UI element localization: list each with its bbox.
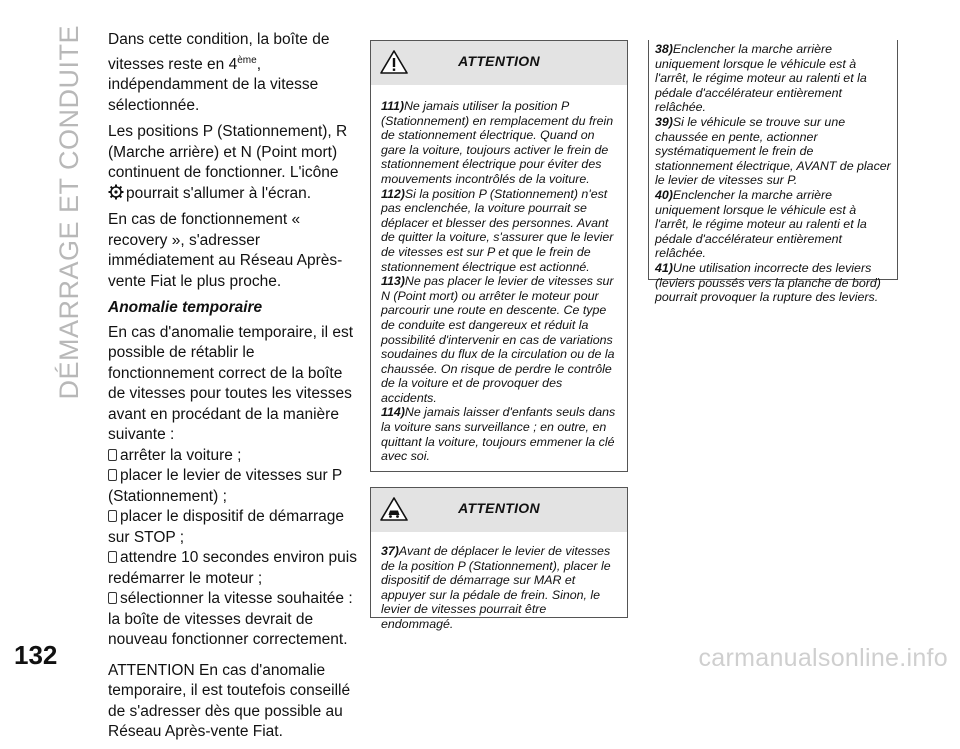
list-item-text: placer le levier de vitesses sur P (Stationnement) ;	[108, 467, 342, 505]
note-number: 114)	[381, 405, 405, 420]
p1-tail: , indépendamment de la vitesse sélectionnée.	[108, 55, 319, 114]
bullet-icon	[108, 551, 117, 563]
list-item	[108, 466, 358, 507]
note-114	[381, 405, 619, 463]
note-37	[381, 544, 619, 632]
list-item	[108, 507, 358, 548]
note-39	[655, 115, 891, 188]
warning-header	[371, 488, 627, 532]
note-text: Enclencher la marche arrière uniquement lorsque le véhicule est à l'arrêt, le régime moteur au ralenti et la pédale d'accélérateur entièrement relâchée.	[655, 187, 867, 261]
paragraph-4: En cas d'anomalie temporaire, il est possible de rétablir le fonctionnement correct de la boîte de vitesses pour toutes les vitesses avant en procédant de la manière suivante :	[108, 323, 354, 444]
list-item-text: arrêter la voiture ;	[120, 446, 242, 464]
note-number: 39)	[655, 114, 673, 129]
list-item-text: attendre 10 secondes environ puis redémarrer le moteur ;	[108, 549, 357, 587]
p2-text-b: pourrait s'allumer à l'écran.	[126, 184, 312, 202]
note-number: 112)	[381, 186, 405, 201]
gear-warning-icon	[108, 184, 124, 202]
paragraph-5: ATTENTION En cas d'anomalie temporaire, il est toutefois conseillé de s'adresser dès que possible au Réseau Après-vente Fiat.	[108, 661, 351, 741]
p2-text-a: Les positions P (Stationnement), R (Marche arrière) et N (Point mort) continuent de fonctionner. L'icône	[108, 123, 348, 182]
paragraph-2	[108, 122, 358, 204]
section-heading: Anomalie temporaire	[108, 299, 263, 317]
warning-title: ATTENTION	[458, 53, 540, 69]
main-text-column	[108, 30, 358, 749]
bullet-icon	[108, 592, 117, 604]
paragraph-3: En cas de fonctionnement « recovery », s'adresser immédiatement au Réseau Après-vente Fiat le plus proche.	[108, 211, 343, 290]
warning-box-1	[370, 40, 628, 472]
note-text: Avant de déplacer le levier de vitesses de la position P (Stationnement), placer le dispositif de démarrage sur MAR et appuyer sur la pédale de frein. Sinon, le levier de vitesses pourrait être endommagé.	[381, 544, 611, 631]
note-text: Une utilisation incorrecte des leviers (leviers poussés vers la planche de bord) pourrait provoquer la rupture des leviers.	[655, 260, 881, 305]
p1-superscript: ème	[237, 54, 257, 66]
note-number: 113)	[381, 274, 405, 289]
note-text: Si le véhicule se trouve sur une chaussée en pente, actionner systématiquement le frein de stationnement électrique, AVANT de placer le levier de vitesses sur P.	[655, 114, 891, 188]
note-number: 41)	[655, 260, 673, 275]
bullet-icon	[108, 469, 117, 481]
warning-box-2	[370, 487, 628, 631]
note-text: Enclencher la marche arrière uniquement lorsque le véhicule est à l'arrêt, le régime moteur au ralenti et la pédale d'accélérateur entièrement relâchée.	[655, 42, 867, 115]
note-111	[381, 99, 619, 187]
bullet-icon	[108, 449, 117, 461]
list-item	[108, 446, 358, 467]
list-item-text: sélectionner la vitesse souhaitée : la boîte de vitesses devrait de nouveau fonctionner correctement.	[108, 590, 353, 649]
note-112	[381, 187, 619, 275]
note-text: Ne jamais utiliser la position P (Stationnement) en remplacement du frein de stationnement électrique. Quand on gare la voiture, toujours activer le frein de stationnement électrique pour éviter des mouvements incontrôlés de la voiture.	[381, 99, 614, 186]
warning-body	[649, 40, 897, 313]
note-38	[655, 42, 891, 115]
paragraph-1	[108, 30, 358, 116]
note-number: 38)	[655, 42, 673, 56]
list-item	[108, 548, 358, 589]
p1-text: Dans cette condition, la boîte de vitesses reste en 4	[108, 31, 330, 73]
note-40	[655, 188, 891, 261]
warning-title: ATTENTION	[458, 500, 540, 516]
warning-header	[371, 41, 627, 85]
note-number: 111)	[381, 99, 404, 113]
note-text: Si la position P (Stationnement) n'est pas enclenchée, la voiture pourrait se déplacer et blesser des personnes. Avant de quitter la voiture, s'assurer que le levier de vitesses est sur P et que le frein de stationnement électrique est actionné.	[381, 186, 614, 274]
note-number: 37)	[381, 544, 399, 558]
warning-body	[371, 85, 627, 472]
note-number: 40)	[655, 187, 673, 202]
section-tab-label: DÉMARRAGE ET CONDUITE	[53, 25, 84, 400]
bullet-icon	[108, 510, 117, 522]
warning-box-3	[648, 40, 898, 305]
procedure-list	[108, 446, 358, 651]
note-text: Ne pas placer le levier de vitesses sur N (Point mort) ou arrêter le moteur pour parcourir une route en descente. Ce type de conduite est dangereux et réduit la possibilité d'intervenir en cas de variations soudaines du flux de la circulation ou de la chaussée. On risque de perdre le contrôle de la voiture et de provoquer des accidents.	[381, 274, 615, 405]
list-item-text: placer le dispositif de démarrage sur STOP ;	[108, 508, 345, 546]
note-41	[655, 261, 891, 305]
note-113	[381, 274, 619, 405]
watermark: carmanualsonline.info	[698, 644, 948, 672]
list-item	[108, 589, 358, 651]
page-number: 132	[14, 640, 58, 670]
note-text: Ne jamais laisser d'enfants seuls dans la voiture sans surveillance ; en outre, en quittant la voiture, toujours emmener la clé avec soi.	[381, 405, 616, 464]
section-tab	[52, 25, 86, 400]
warning-body	[371, 532, 627, 640]
